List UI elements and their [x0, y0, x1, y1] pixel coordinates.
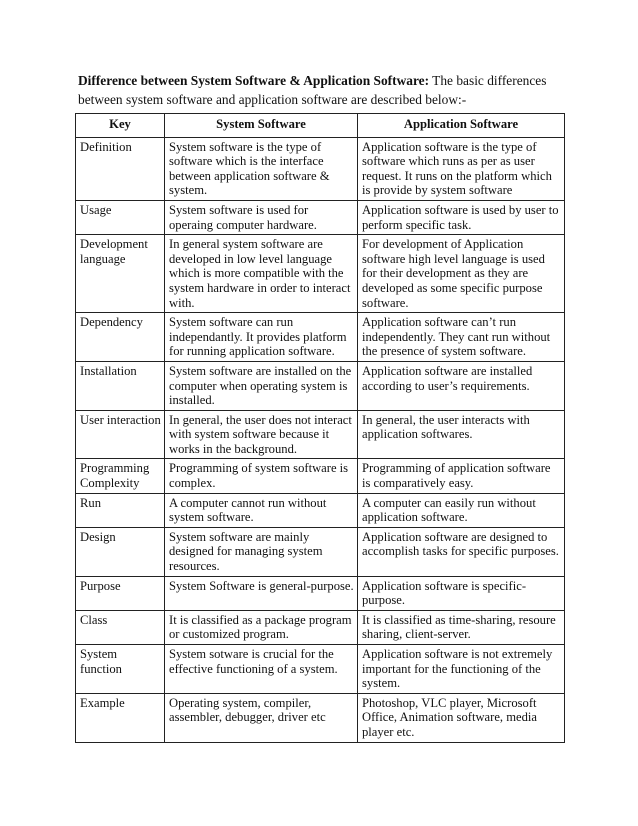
application-software-cell: Application software can’t run independently. They cant run without the presence of system software.: [358, 313, 565, 362]
table-row: [76, 200, 565, 234]
system-software-cell: It is classified as a package program or customized program.: [165, 610, 358, 644]
table-row: [76, 235, 565, 313]
table-row: [76, 459, 565, 493]
system-software-cell: In general, the user does not interact with system software because it works in the background.: [165, 410, 358, 459]
application-software-cell: In general, the user interacts with application softwares.: [358, 410, 565, 459]
header-key: Key: [76, 114, 165, 138]
system-software-cell: System software are mainly designed for managing system resources.: [165, 527, 358, 576]
application-software-cell: Application software are installed according to user’s requirements.: [358, 361, 565, 410]
row-key: Purpose: [76, 576, 165, 610]
system-software-cell: A computer cannot run without system software.: [165, 493, 358, 527]
system-software-cell: Operating system, compiler, assembler, debugger, driver etc: [165, 693, 358, 742]
row-key: Example: [76, 693, 165, 742]
system-software-cell: In general system software are developed in low level language which is more compatible with the system hardware in order to interact with.: [165, 235, 358, 313]
row-key: System function: [76, 645, 165, 694]
row-key: Design: [76, 527, 165, 576]
system-software-cell: Programming of system software is complex.: [165, 459, 358, 493]
row-key: Usage: [76, 200, 165, 234]
application-software-cell: For development of Application software high level language is used for their development as they are developed as some specific purpose software.: [358, 235, 565, 313]
application-software-cell: Application software is specific-purpose.: [358, 576, 565, 610]
row-key: Installation: [76, 361, 165, 410]
row-key: Definition: [76, 137, 165, 200]
application-software-cell: Application software are designed to accomplish tasks for specific purposes.: [358, 527, 565, 576]
row-key: User interaction: [76, 410, 165, 459]
table-row: [76, 576, 565, 610]
comparison-table: [75, 113, 565, 743]
table-row: [76, 645, 565, 694]
application-software-cell: Application software is the type of software which runs as per as user request. It runs on the platform which is provide by system software: [358, 137, 565, 200]
row-key: Development language: [76, 235, 165, 313]
table-row: [76, 137, 565, 200]
application-software-cell: It is classified as time-sharing, resoure sharing, client-server.: [358, 610, 565, 644]
row-key: Dependency: [76, 313, 165, 362]
application-software-cell: Application software is used by user to perform specific task.: [358, 200, 565, 234]
system-software-cell: System software can run independantly. It provides platform for running application software.: [165, 313, 358, 362]
header-system-software: System Software: [165, 114, 358, 138]
table-row: [76, 693, 565, 742]
application-software-cell: Application software is not extremely important for the functioning of the system.: [358, 645, 565, 694]
table-row: [76, 313, 565, 362]
intro-heading: Difference between System Software & Application Software:: [78, 73, 430, 88]
table-row: [76, 410, 565, 459]
intro-text: The basic differences between system software and application software are described below:-: [78, 73, 547, 107]
system-software-cell: System software is the type of software which is the interface between application software & system.: [165, 137, 358, 200]
system-software-cell: System software is used for operaing computer hardware.: [165, 200, 358, 234]
application-software-cell: Photoshop, VLC player, Microsoft Office, Animation software, media player etc.: [358, 693, 565, 742]
application-software-cell: A computer can easily run without application software.: [358, 493, 565, 527]
row-key: Class: [76, 610, 165, 644]
system-software-cell: System software are installed on the computer when operating system is installed.: [165, 361, 358, 410]
table-header-row: [76, 114, 565, 138]
row-key: Programming Complexity: [76, 459, 165, 493]
table-row: [76, 493, 565, 527]
intro-paragraph: [78, 72, 568, 109]
header-application-software: Application Software: [358, 114, 565, 138]
system-software-cell: System Software is general-purpose.: [165, 576, 358, 610]
application-software-cell: Programming of application software is comparatively easy.: [358, 459, 565, 493]
system-software-cell: System sotware is crucial for the effective functioning of a system.: [165, 645, 358, 694]
table-row: [76, 361, 565, 410]
table-row: [76, 610, 565, 644]
table-row: [76, 527, 565, 576]
row-key: Run: [76, 493, 165, 527]
